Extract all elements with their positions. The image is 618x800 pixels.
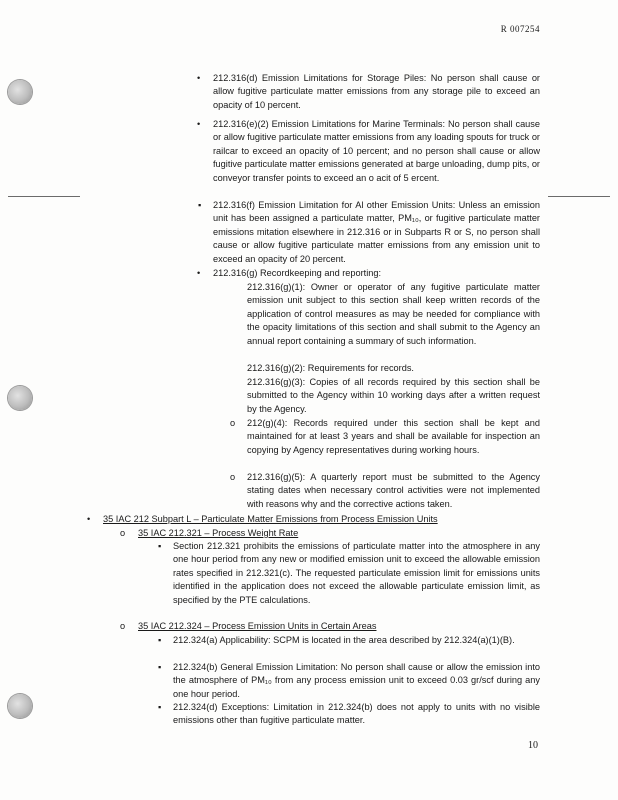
bullet-dot-icon: • (197, 119, 201, 129)
sub-item-g5: 212.316(g)(5): A quarterly report must be submitted to the Agency stating dates when necessary control activities were not implemented with reasons why and the corrective actions taken. (247, 472, 540, 509)
bullet-square-icon: ▪ (158, 662, 162, 672)
heading-sec-324: 35 IAC 212.324 – Process Emission Units in Certain Areas (138, 621, 377, 631)
list-item-sec-324-b: 212.324(b) General Emission Limitation: No person shall cause or allow the emission into the atmosphere of PM₁₀ from any process emission unit to exceed 0.03 gr/scf during any one hour period. (173, 662, 540, 699)
bullet-circle-icon: o (120, 621, 126, 631)
list-item-marine-terminals: 212.316(e)(2) Emission Limitations for Marine Terminals: No person shall cause or allow fugitive particulate matter emissions from any loading spouts for truck or railcar to exceed an opacity of 10 percent; and no person shall cause or allow fugitive particulate matter emissions generated at barge unloading, dump pits, or conveyor transfer points to exceed an o acit of 5 ercent. (213, 119, 540, 183)
heading-subpart-l: 35 IAC 212 Subpart L – Particulate Matter Emissions from Process Emission Units (103, 514, 438, 524)
bullet-dot-icon: • (87, 514, 91, 524)
sub-item-g4: 212(g)(4): Records required under this section shall be kept and maintained for at least 3 years and shall be available for inspection an copying by Agency representatives during working hours. (247, 418, 540, 455)
bates-number: R 007254 (500, 24, 540, 34)
bullet-circle-icon: o (230, 418, 236, 428)
scan-rule-right (548, 196, 610, 197)
list-item-sec-321-text: Section 212.321 prohibits the emissions of particulate matter into the atmosphere in any one hour period from any new or modified emission unit to exceed the allowable emission rates specified in 212.321(c). The requested particulate emission limit for emissions units identified in the application does not exceed the allowable particulate emission limit, as specified by the PTE calculations. (173, 541, 540, 605)
bullet-square-icon: ▪ (198, 200, 202, 210)
heading-sec-321: 35 IAC 212.321 – Process Weight Rate (138, 528, 299, 538)
page-number: 10 (528, 740, 538, 751)
bullet-square-icon: ▪ (158, 702, 162, 712)
bullet-circle-icon: o (230, 472, 236, 482)
bullet-dot-icon: • (197, 73, 201, 83)
list-item-storage-piles: 212.316(d) Emission Limitations for Storage Piles: No person shall cause or allow fugitive particulate matter emissions from any storage pile to exceed an opacity of 10 percent. (213, 73, 540, 110)
sub-item-g2: 212.316(g)(2): Requirements for records. (247, 363, 414, 373)
punch-hole-middle (8, 386, 32, 410)
bullet-square-icon: ▪ (158, 541, 162, 551)
list-item-sec-324-d: 212.324(d) Exceptions: Limitation in 212.324(b) does not apply to units with no visible emissions other than fugitive particulate matter. (173, 702, 540, 726)
punch-hole-top (8, 80, 32, 104)
scan-rule-left (8, 196, 80, 197)
sub-item-g3: 212.316(g)(3): Copies of all records required by this section shall be submitted to the Agency within 10 working days after a written request by the Agency. (247, 377, 540, 414)
bullet-circle-icon: o (120, 528, 126, 538)
bullet-dot-icon: • (197, 268, 201, 278)
list-item-other-units: 212.316(f) Emission Limitation for Al other Emission Units: Unless an emission unit has been assigned a particulate matter, PM₁₀, or fugitive particulate matter emissions mitation elsewhere in 212.316 or in Subparts R or S, no person shall cause or allow fugitive particulate matter emissions from any emission unit to exceed an opacity of 20 percent. (213, 200, 540, 264)
sub-item-g1: 212.316(g)(1): Owner or operator of any fugitive particulate matter emission unit subject to this section shall keep written records of the application of control measures as may be needed for compliance with the opacity limitations of this section and shall submit to the Agency an annual report containing a summary of such information. (247, 282, 540, 346)
list-item-sec-324-a: 212.324(a) Applicability: SCPM is located in the area described by 212.324(a)(1)(B). (173, 635, 515, 645)
list-item-recordkeeping: 212.316(g) Recordkeeping and reporting: (213, 268, 382, 278)
bullet-square-icon: ▪ (158, 635, 162, 645)
punch-hole-bottom (8, 694, 32, 718)
